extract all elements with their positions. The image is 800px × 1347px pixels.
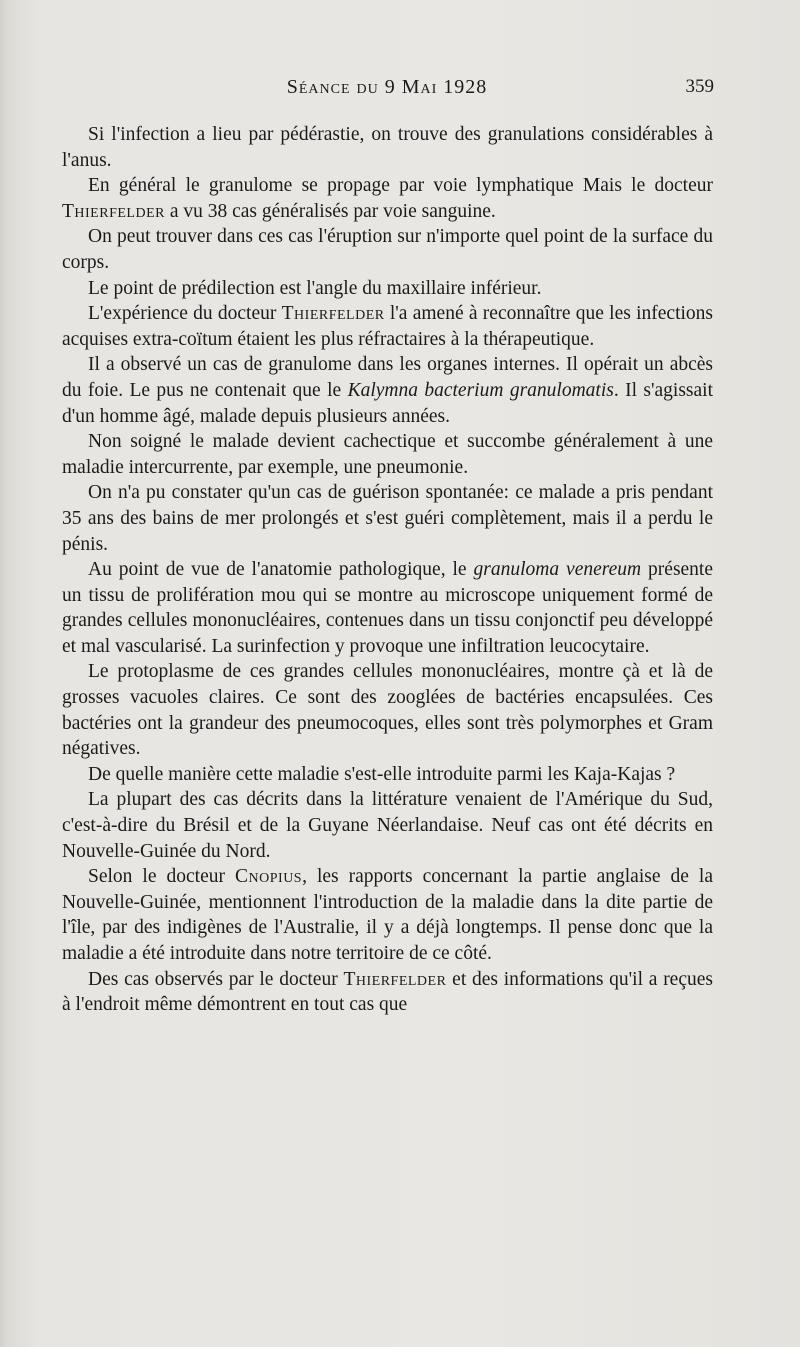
page-number: 359 <box>685 76 714 97</box>
paragraph <box>62 173 713 224</box>
text-run: l'a amené à reconnaître que les infections acquises extra-coïtum étaient les plus réfractaires à la thérapeutique. <box>62 303 713 350</box>
text-run: Si l'infection a lieu par pédérastie, on trouve des granulations considérables à l'anus. <box>62 124 713 171</box>
author-name: Thierfelder <box>281 303 385 325</box>
paragraph <box>62 557 713 659</box>
text-run: a vu 38 cas généralisés par voie sanguine. <box>164 200 496 222</box>
text-run: Il a observé un cas de granulome dans les organes internes. Il opérait un abcès du foie. Le pus ne contenait que le <box>62 354 713 401</box>
text-run: Non soigné le malade devient cachectique et succombe généralement à une maladie intercurrente, par exemple, une pneumonie. <box>62 431 713 478</box>
running-head <box>60 76 714 104</box>
author-name: Thierfelder <box>343 968 447 990</box>
text-run: Au point de vue de l'anatomie pathologique, le <box>88 559 474 581</box>
text-run: et des informations qu'il a reçues à l'endroit même démontrent en tout cas que <box>62 968 713 1016</box>
text-run: présente un tissu de prolifération mou qui se montre au microscope uniquement formé de grandes cellules mononucléaires, contenues dans un tissu conjonctif peu développé et mal vascularisé. La surinfection y provoque une infiltration leucocytaire. <box>62 559 714 657</box>
text-run: , les rapports concernant la partie anglaise de la Nouvelle-Guinée, mentionnent l'introduction de la maladie dans la dite partie de l'île, par des indigènes de l'Australie, il y a déjà longtemps. Il pense donc que la maladie a été introduite dans notre territoire de ce côté. <box>62 866 714 964</box>
text-run: De quelle manière cette maladie s'est-elle introduite parmi les Kaja-Kajas ? <box>88 763 676 785</box>
author-name: Cnopius <box>235 866 303 888</box>
body-text <box>62 122 713 1018</box>
text-run: Le protoplasme de ces grandes cellules mononucléaires, montre çà et là de grosses vacuoles claires. Ce sont des zooglées de bactéries encapsulées. Ces bactéries ont la grandeur des pneumocoques, elles sont très polymorphes et Gram négatives. <box>62 661 713 760</box>
text-run: . Il s'agissait d'un homme âgé, malade depuis plusieurs années. <box>62 379 713 427</box>
author-name: Thierfelder <box>62 200 165 222</box>
text-run: La plupart des cas décrits dans la littérature venaient de l'Amérique du Sud, c'est-à-dire du Brésil et de la Guyane Néerlandaise. Neuf cas ont été décrits en Nouvelle-Guinée du Nord. <box>62 789 713 862</box>
paragraph <box>62 301 713 352</box>
paragraph <box>62 787 713 864</box>
paragraph <box>62 429 713 480</box>
text-run: Des cas observés par le docteur <box>88 968 344 990</box>
text-run: Le point de prédilection est l'angle du maxillaire inférieur. <box>88 277 542 299</box>
paragraph <box>62 762 713 788</box>
paragraph <box>62 480 713 557</box>
paragraph <box>62 967 713 1018</box>
text-run: L'expérience du docteur <box>88 303 282 325</box>
text-run: En général le granulome se propage par voie lymphatique Mais le docteur <box>88 175 713 197</box>
paragraph <box>62 122 713 173</box>
paragraph <box>62 224 713 275</box>
paragraph <box>62 352 713 429</box>
text-run: On n'a pu constater qu'un cas de guérison spontanée: ce malade a pris pendant 35 ans des bains de mer prolongés et s'est guéri complètement, mais il a perdu le pénis. <box>62 482 713 555</box>
italic-term: Kalymna bacterium granulomatis <box>347 379 614 401</box>
text-run: On peut trouver dans ces cas l'éruption sur n'importe quel point de la surface du corps. <box>62 226 713 273</box>
running-title: Séance du 9 Mai 1928 <box>286 76 488 98</box>
paragraph <box>62 864 713 966</box>
italic-term: granuloma venereum <box>473 559 642 581</box>
paragraph <box>62 659 713 761</box>
paragraph <box>62 276 713 302</box>
text-run: Selon le docteur <box>88 866 236 888</box>
